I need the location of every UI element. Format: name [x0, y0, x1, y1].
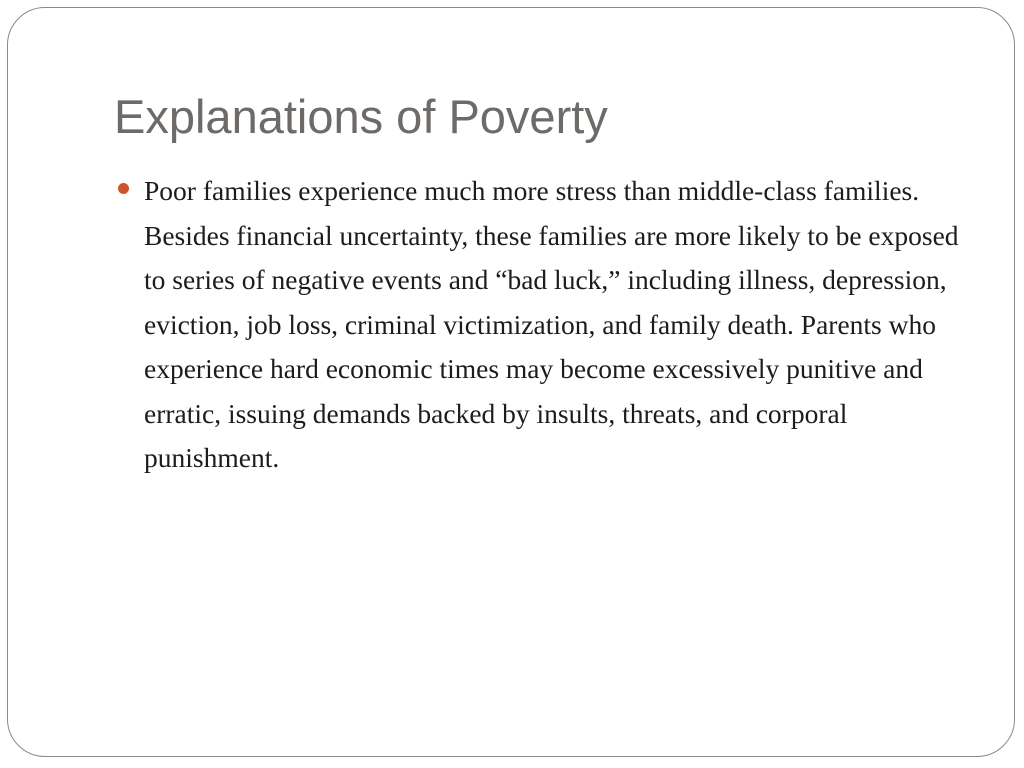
bullet-text: Poor families experience much more stress than middle-class families. Besides financial uncertainty, these families are more likely to be exposed to series of negative events and “bad luck,” including illness, depression, eviction, job loss, criminal victimization, and family death. Parents who experience hard economic times may become excessively punitive and erratic, issuing demands backed by insults, threats, and corporal punishment.: [144, 175, 959, 473]
bullet-item: [114, 169, 964, 481]
slide-title: Explanations of Poverty: [114, 90, 608, 143]
round-bullet-icon: [118, 183, 129, 194]
bullet-list: [114, 169, 964, 481]
